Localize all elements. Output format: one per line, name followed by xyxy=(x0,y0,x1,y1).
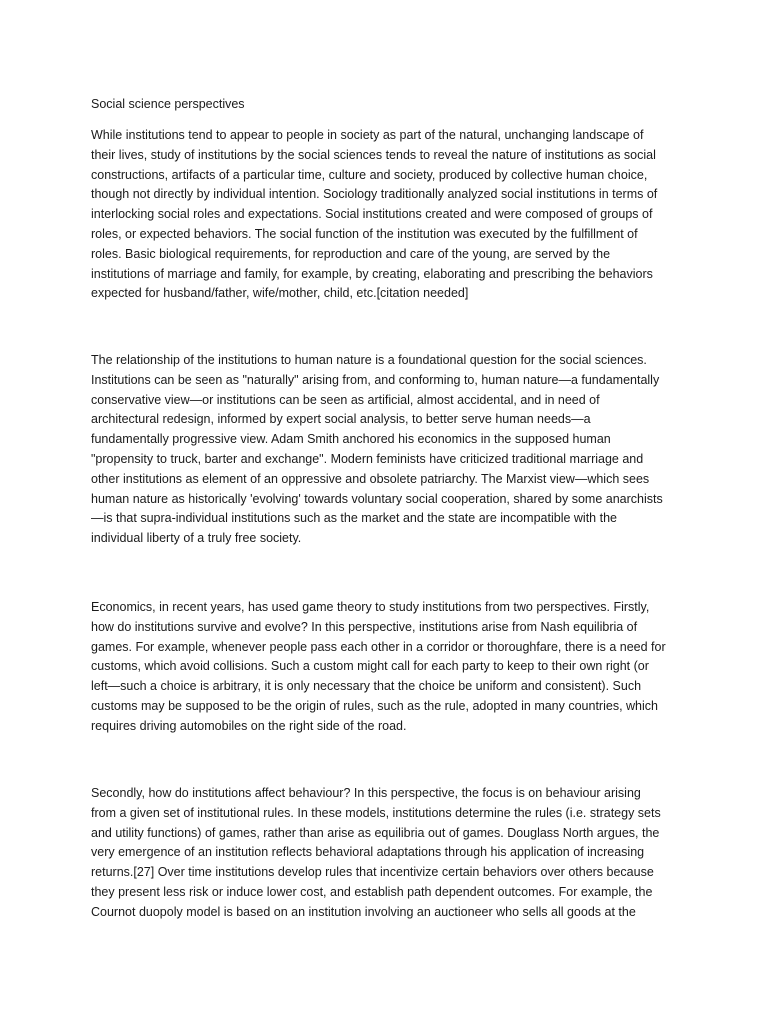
text-line: The relationship of the institutions to human nature is a foundational question for the social sciences. xyxy=(91,353,647,367)
text-line: institutions of marriage and family, for example, by creating, elaborating and prescribing the behaviors xyxy=(91,266,653,281)
text-line: though not directly by individual intention. Sociology traditionally analyzed social institutions in terms of xyxy=(91,187,658,202)
text-line: constructions, artifacts of a particular time, culture and society, produced by collective human choice, xyxy=(91,167,648,182)
text-line: interlocking social roles and expectations. Social institutions created and were composed of groups of xyxy=(91,207,653,222)
text-line: other institutions as element of an oppressive and obsolete patriarchy. The Marxist view—which sees xyxy=(91,471,650,486)
text-line: they present less risk or induce lower cost, and establish path dependent outcomes. For example, the xyxy=(91,884,653,899)
text-line: roles. Basic biological requirements, for reproduction and care of the young, are served by the xyxy=(91,246,611,261)
text-line: how do institutions survive and evolve? In this perspective, institutions arise from Nash equilibria of xyxy=(91,619,638,634)
text-line: Economics, in recent years, has used game theory to study institutions from two perspectives. Firstly, xyxy=(91,600,650,614)
text-line: expected for husband/father, wife/mother, child, etc.[citation needed] xyxy=(91,286,469,301)
section-heading: Social science perspectives xyxy=(91,97,245,111)
text-line: While institutions tend to appear to people in society as part of the natural, unchanging landscape of xyxy=(91,128,644,142)
text-line: Secondly, how do institutions affect behaviour? In this perspective, the focus is on behaviour arising xyxy=(91,786,641,800)
text-line: Cournot duopoly model is based on an institution involving an auctioneer who sells all goods at the xyxy=(91,904,636,919)
text-line: requires driving automobiles on the right side of the road. xyxy=(91,718,407,733)
text-line: fundamentally progressive view. Adam Smith anchored his economics in the supposed human xyxy=(91,432,611,447)
text-line: Institutions can be seen as "naturally" arising from, and conforming to, human nature—a fundamentally xyxy=(91,372,660,387)
text-line: human nature as historically 'evolving' towards voluntary social cooperation, shared by some anarchists xyxy=(91,491,663,506)
text-line: customs, which avoid collisions. Such a custom might call for each party to keep to their own right (or xyxy=(91,659,649,674)
text-line: very emergence of an institution reflects behavioral adaptations through his application of increasing xyxy=(91,845,645,860)
text-line: their lives, study of institutions by the social sciences tends to reveal the nature of institutions as social xyxy=(91,147,656,162)
text-line: individual liberty of a truly free society. xyxy=(91,531,302,546)
text-line: games. For example, whenever people pass each other in a corridor or thoroughfare, there is a need for xyxy=(91,639,666,654)
text-line: conservative view—or institutions can be seen as artificial, almost accidental, and in need of xyxy=(91,392,600,407)
text-line: and utility functions) of games, rather than arise as equilibria out of games. Douglass North argues, the xyxy=(91,825,660,840)
text-line: left—such a choice is arbitrary, it is only necessary that the choice be uniform and consistent). Such xyxy=(91,679,642,694)
paragraph-institutions-behaviour xyxy=(91,784,691,923)
text-line: roles, or expected behaviors. The social function of the institution was executed by the fulfillment of xyxy=(91,226,638,241)
text-line: from a given set of institutional rules. In these models, institutions determine the rules (i.e. strategy sets xyxy=(91,805,661,820)
text-line: returns.[27] Over time institutions develop rules that incentivize certain behaviors over others because xyxy=(91,865,654,880)
text-line: customs may be supposed to be the origin of rules, such as the rule, adopted in many countries, which xyxy=(91,698,658,713)
text-line: architectural redesign, informed by expert social analysis, to better serve human needs—a xyxy=(91,412,591,427)
paragraph-institutions-nature xyxy=(91,126,691,304)
text-line: "propensity to truck, barter and exchange". Modern feminists have criticized traditional marriage and xyxy=(91,451,644,466)
paragraph-game-theory xyxy=(91,598,691,737)
paragraph-human-nature xyxy=(91,351,691,549)
text-line: —is that supra-individual institutions such as the market and the state are incompatible with the xyxy=(91,511,617,526)
